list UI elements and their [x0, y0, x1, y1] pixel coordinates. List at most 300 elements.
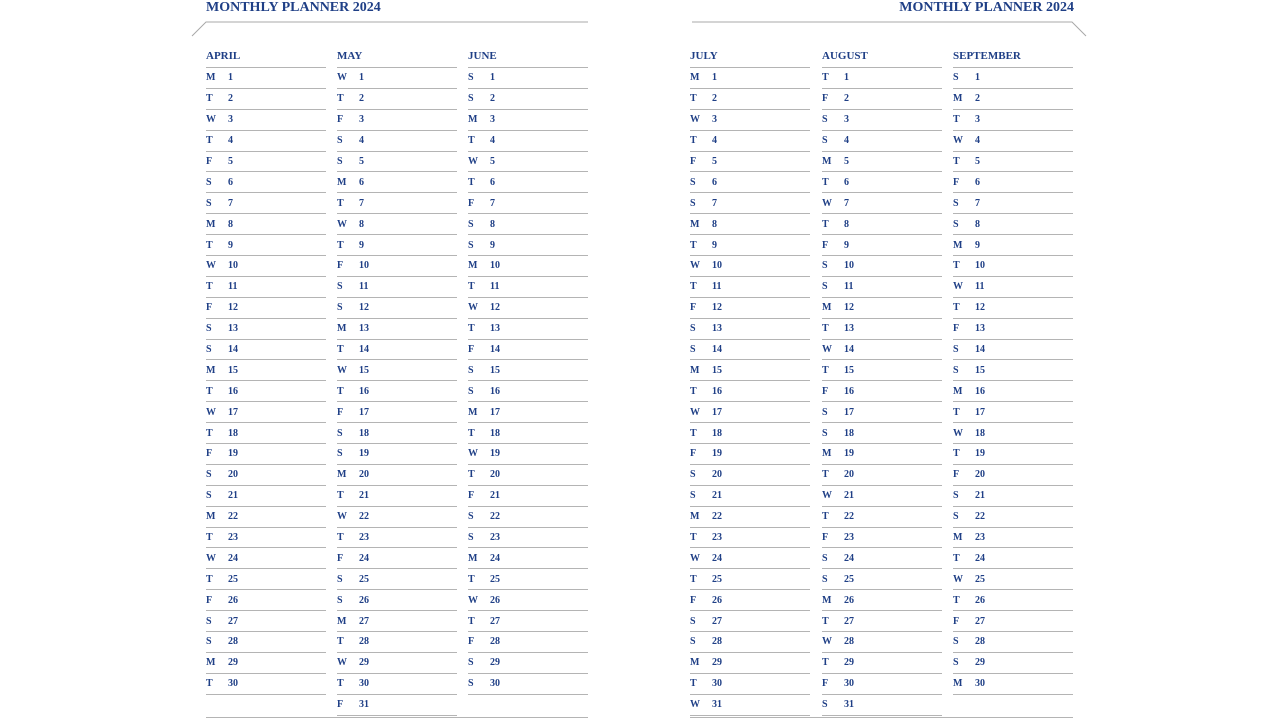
day-row[interactable] — [468, 632, 588, 653]
day-row[interactable] — [206, 235, 326, 256]
day-row[interactable] — [822, 235, 942, 256]
day-row[interactable] — [690, 528, 810, 549]
day-of-week: S — [822, 114, 828, 126]
day-row[interactable] — [468, 381, 588, 402]
day-row[interactable] — [953, 340, 1073, 361]
day-row[interactable] — [206, 548, 326, 569]
day-number: 6 — [844, 176, 849, 188]
day-of-week: T — [337, 490, 344, 502]
day-row[interactable] — [822, 423, 942, 444]
day-row[interactable] — [337, 423, 457, 444]
day-row[interactable] — [690, 569, 810, 590]
month-name: SEPTEMBER — [953, 50, 1021, 62]
day-of-week: F — [337, 552, 344, 564]
day-row[interactable] — [206, 465, 326, 486]
day-row[interactable] — [953, 611, 1073, 632]
day-row[interactable] — [337, 89, 457, 110]
day-of-week: F — [468, 490, 475, 502]
day-row[interactable] — [690, 465, 810, 486]
day-row[interactable] — [468, 465, 588, 486]
day-row[interactable] — [953, 465, 1073, 486]
day-of-week: T — [690, 281, 697, 293]
day-row[interactable] — [953, 277, 1073, 298]
day-number: 27 — [844, 615, 854, 627]
day-of-week: F — [690, 302, 697, 314]
day-row[interactable] — [822, 444, 942, 465]
day-row[interactable] — [822, 131, 942, 152]
day-row[interactable] — [206, 214, 326, 235]
day-row[interactable] — [953, 131, 1073, 152]
day-of-week: S — [337, 281, 343, 293]
day-number: 3 — [975, 114, 980, 126]
day-of-week: T — [468, 281, 475, 293]
day-row[interactable] — [953, 381, 1073, 402]
day-row[interactable] — [953, 110, 1073, 131]
day-row[interactable] — [953, 68, 1073, 89]
day-row[interactable] — [690, 548, 810, 569]
day-row[interactable] — [337, 402, 457, 423]
day-of-week: S — [822, 573, 828, 585]
day-number: 2 — [490, 93, 495, 105]
day-row[interactable] — [690, 68, 810, 89]
day-of-week: W — [690, 552, 700, 564]
day-row[interactable] — [953, 235, 1073, 256]
day-row[interactable] — [822, 611, 942, 632]
day-of-week: S — [690, 636, 696, 648]
day-row[interactable] — [206, 402, 326, 423]
day-row[interactable] — [337, 152, 457, 173]
day-row[interactable] — [468, 569, 588, 590]
day-number: 2 — [844, 93, 849, 105]
day-row[interactable] — [822, 214, 942, 235]
day-of-week: F — [468, 344, 475, 356]
day-row[interactable] — [337, 360, 457, 381]
day-row[interactable] — [822, 277, 942, 298]
day-row[interactable] — [822, 569, 942, 590]
day-of-week: S — [468, 239, 474, 251]
day-row[interactable] — [206, 674, 326, 695]
day-row[interactable] — [337, 695, 457, 716]
day-row[interactable] — [690, 360, 810, 381]
day-of-week: S — [822, 552, 828, 564]
day-row[interactable] — [953, 319, 1073, 340]
day-row[interactable] — [690, 193, 810, 214]
day-row[interactable] — [337, 172, 457, 193]
day-row[interactable] — [822, 632, 942, 653]
day-row[interactable] — [953, 360, 1073, 381]
day-row[interactable] — [822, 402, 942, 423]
day-of-week: S — [468, 657, 474, 669]
day-number: 31 — [712, 699, 722, 711]
day-number: 16 — [712, 385, 722, 397]
day-number: 12 — [228, 302, 238, 314]
day-row[interactable] — [337, 298, 457, 319]
day-of-week: T — [953, 302, 960, 314]
day-row[interactable] — [953, 152, 1073, 173]
day-row[interactable] — [337, 653, 457, 674]
day-of-week: T — [822, 364, 829, 376]
day-of-week: F — [822, 239, 829, 251]
day-row[interactable] — [468, 256, 588, 277]
day-row[interactable] — [206, 110, 326, 131]
day-of-week: T — [337, 636, 344, 648]
day-row[interactable] — [468, 507, 588, 528]
day-of-week: F — [953, 469, 960, 481]
day-row[interactable] — [337, 214, 457, 235]
day-of-week: S — [468, 511, 474, 523]
day-number: 23 — [975, 532, 985, 544]
day-row[interactable] — [337, 632, 457, 653]
day-row[interactable] — [206, 611, 326, 632]
day-of-week: F — [953, 323, 960, 335]
day-row[interactable] — [690, 319, 810, 340]
day-of-week: W — [822, 344, 832, 356]
day-row[interactable] — [468, 172, 588, 193]
day-row[interactable] — [822, 548, 942, 569]
day-row[interactable] — [206, 131, 326, 152]
day-row[interactable] — [468, 298, 588, 319]
day-row[interactable] — [468, 423, 588, 444]
day-row[interactable] — [822, 110, 942, 131]
day-row[interactable] — [822, 465, 942, 486]
day-row[interactable] — [822, 674, 942, 695]
day-row[interactable] — [953, 632, 1073, 653]
day-row[interactable] — [822, 172, 942, 193]
day-number: 8 — [712, 218, 717, 230]
day-row[interactable] — [690, 277, 810, 298]
day-row[interactable] — [206, 507, 326, 528]
day-row[interactable] — [337, 507, 457, 528]
day-row[interactable] — [822, 486, 942, 507]
day-of-week: M — [822, 448, 832, 460]
month-column — [822, 48, 942, 716]
day-of-week: M — [690, 511, 700, 523]
day-row[interactable] — [206, 68, 326, 89]
day-number: 17 — [228, 406, 238, 418]
month-column — [468, 48, 588, 695]
day-number: 10 — [844, 260, 854, 272]
day-row[interactable] — [822, 89, 942, 110]
day-of-week: S — [468, 93, 474, 105]
day-row[interactable] — [953, 674, 1073, 695]
day-row[interactable] — [468, 653, 588, 674]
day-row[interactable] — [468, 110, 588, 131]
day-row[interactable] — [690, 611, 810, 632]
day-row[interactable] — [953, 590, 1073, 611]
day-row[interactable] — [206, 360, 326, 381]
day-of-week: W — [468, 594, 478, 606]
day-row[interactable] — [690, 632, 810, 653]
day-row[interactable] — [337, 381, 457, 402]
day-row[interactable] — [337, 569, 457, 590]
day-row[interactable] — [690, 172, 810, 193]
day-row[interactable] — [468, 486, 588, 507]
day-row[interactable] — [206, 172, 326, 193]
day-row[interactable] — [690, 340, 810, 361]
day-number: 6 — [712, 176, 717, 188]
day-row[interactable] — [206, 423, 326, 444]
day-of-week: M — [468, 552, 478, 564]
day-row[interactable] — [468, 590, 588, 611]
day-number: 10 — [975, 260, 985, 272]
day-row[interactable] — [337, 486, 457, 507]
day-row[interactable] — [690, 214, 810, 235]
day-row[interactable] — [690, 653, 810, 674]
day-number: 7 — [228, 197, 233, 209]
day-row[interactable] — [468, 277, 588, 298]
day-row[interactable] — [953, 486, 1073, 507]
day-row[interactable] — [206, 277, 326, 298]
day-row[interactable] — [337, 277, 457, 298]
day-row[interactable] — [822, 256, 942, 277]
day-row[interactable] — [337, 340, 457, 361]
day-row[interactable] — [337, 674, 457, 695]
day-number: 23 — [359, 532, 369, 544]
day-row[interactable] — [337, 444, 457, 465]
day-of-week: S — [206, 469, 212, 481]
day-row[interactable] — [690, 381, 810, 402]
day-row[interactable] — [206, 528, 326, 549]
day-row[interactable] — [953, 89, 1073, 110]
day-number: 13 — [490, 323, 500, 335]
day-number: 28 — [844, 636, 854, 648]
day-row[interactable] — [337, 319, 457, 340]
day-of-week: T — [206, 573, 213, 585]
day-of-week: S — [822, 699, 828, 711]
day-row[interactable] — [206, 152, 326, 173]
day-of-week: W — [468, 302, 478, 314]
day-row[interactable] — [822, 298, 942, 319]
day-number: 28 — [975, 636, 985, 648]
day-row[interactable] — [822, 653, 942, 674]
day-row[interactable] — [468, 68, 588, 89]
day-row[interactable] — [206, 193, 326, 214]
day-row[interactable] — [953, 444, 1073, 465]
page-title: MONTHLY PLANNER 2024 — [206, 0, 381, 15]
day-number: 1 — [844, 72, 849, 84]
day-of-week: W — [690, 699, 700, 711]
day-of-week: M — [468, 114, 478, 126]
day-of-week: T — [690, 532, 697, 544]
day-of-week: T — [337, 532, 344, 544]
day-row[interactable] — [468, 235, 588, 256]
day-row[interactable] — [822, 340, 942, 361]
day-of-week: M — [690, 72, 700, 84]
day-row[interactable] — [468, 402, 588, 423]
day-row[interactable] — [468, 360, 588, 381]
day-row[interactable] — [690, 507, 810, 528]
day-row[interactable] — [953, 528, 1073, 549]
day-number: 20 — [975, 469, 985, 481]
day-row[interactable] — [206, 89, 326, 110]
day-number: 14 — [712, 344, 722, 356]
day-number: 12 — [975, 302, 985, 314]
day-row[interactable] — [690, 235, 810, 256]
day-of-week: F — [206, 448, 213, 460]
day-number: 3 — [490, 114, 495, 126]
day-row[interactable] — [468, 319, 588, 340]
day-number: 25 — [359, 573, 369, 585]
day-row[interactable] — [822, 360, 942, 381]
day-row[interactable] — [337, 611, 457, 632]
day-row[interactable] — [953, 569, 1073, 590]
day-row[interactable] — [337, 131, 457, 152]
day-row[interactable] — [822, 528, 942, 549]
day-row[interactable] — [822, 152, 942, 173]
day-row[interactable] — [468, 214, 588, 235]
day-row[interactable] — [468, 548, 588, 569]
day-number: 22 — [490, 511, 500, 523]
day-row[interactable] — [206, 319, 326, 340]
day-row[interactable] — [468, 611, 588, 632]
day-number: 20 — [844, 469, 854, 481]
day-of-week: F — [337, 260, 344, 272]
day-number: 29 — [490, 657, 500, 669]
day-row[interactable] — [953, 653, 1073, 674]
day-number: 4 — [844, 135, 849, 147]
day-of-week: T — [953, 114, 960, 126]
day-row[interactable] — [206, 653, 326, 674]
day-row[interactable] — [337, 528, 457, 549]
day-number: 17 — [490, 406, 500, 418]
day-row[interactable] — [953, 172, 1073, 193]
day-row[interactable] — [953, 507, 1073, 528]
day-row[interactable] — [468, 444, 588, 465]
day-number: 11 — [490, 281, 500, 293]
day-of-week: S — [206, 490, 212, 502]
day-row[interactable] — [206, 298, 326, 319]
day-row[interactable] — [690, 695, 810, 716]
day-row[interactable] — [690, 444, 810, 465]
day-row[interactable] — [206, 486, 326, 507]
day-of-week: S — [822, 406, 828, 418]
day-row[interactable] — [690, 402, 810, 423]
day-row[interactable] — [337, 235, 457, 256]
day-row[interactable] — [690, 674, 810, 695]
day-of-week: T — [206, 281, 213, 293]
day-row[interactable] — [206, 381, 326, 402]
day-number: 20 — [359, 469, 369, 481]
day-row[interactable] — [822, 193, 942, 214]
day-row[interactable] — [337, 193, 457, 214]
month-name: AUGUST — [822, 50, 868, 62]
day-row[interactable] — [337, 110, 457, 131]
day-of-week: T — [822, 615, 829, 627]
day-row[interactable] — [953, 256, 1073, 277]
day-number: 20 — [490, 469, 500, 481]
day-number: 17 — [975, 406, 985, 418]
day-row[interactable] — [337, 68, 457, 89]
day-of-week: T — [690, 239, 697, 251]
day-row[interactable] — [953, 193, 1073, 214]
day-row[interactable] — [206, 340, 326, 361]
day-number: 26 — [359, 594, 369, 606]
day-row[interactable] — [468, 193, 588, 214]
day-of-week: S — [206, 323, 212, 335]
day-row[interactable] — [953, 402, 1073, 423]
day-row[interactable] — [468, 340, 588, 361]
day-row[interactable] — [337, 590, 457, 611]
day-row[interactable] — [822, 381, 942, 402]
day-number: 28 — [490, 636, 500, 648]
day-number: 16 — [490, 385, 500, 397]
day-of-week: M — [206, 218, 216, 230]
day-of-week: S — [822, 281, 828, 293]
day-number: 14 — [844, 344, 854, 356]
day-number: 21 — [712, 490, 722, 502]
day-row[interactable] — [690, 89, 810, 110]
day-row[interactable] — [822, 507, 942, 528]
day-row[interactable] — [468, 674, 588, 695]
day-number: 14 — [975, 344, 985, 356]
day-row[interactable] — [690, 131, 810, 152]
day-of-week: W — [953, 281, 963, 293]
day-row[interactable] — [690, 423, 810, 444]
day-of-week: T — [468, 323, 475, 335]
day-row[interactable] — [953, 548, 1073, 569]
day-number: 8 — [490, 218, 495, 230]
day-number: 23 — [228, 532, 238, 544]
day-row[interactable] — [206, 444, 326, 465]
day-of-week: T — [468, 427, 475, 439]
day-row[interactable] — [337, 548, 457, 569]
day-row[interactable] — [206, 256, 326, 277]
day-number: 21 — [359, 490, 369, 502]
day-row[interactable] — [690, 110, 810, 131]
day-number: 8 — [844, 218, 849, 230]
day-number: 19 — [359, 448, 369, 460]
day-number: 24 — [712, 552, 722, 564]
day-row[interactable] — [822, 68, 942, 89]
day-row[interactable] — [953, 298, 1073, 319]
day-row[interactable] — [206, 590, 326, 611]
day-row[interactable] — [468, 528, 588, 549]
day-row[interactable] — [822, 319, 942, 340]
day-row[interactable] — [206, 632, 326, 653]
day-row[interactable] — [690, 590, 810, 611]
day-of-week: M — [337, 469, 347, 481]
day-row[interactable] — [953, 214, 1073, 235]
day-of-week: T — [822, 72, 829, 84]
day-row[interactable] — [822, 590, 942, 611]
day-row[interactable] — [337, 256, 457, 277]
day-of-week: M — [953, 239, 963, 251]
day-of-week: T — [337, 197, 344, 209]
day-row[interactable] — [822, 695, 942, 716]
day-of-week: S — [468, 385, 474, 397]
day-number: 30 — [712, 678, 722, 690]
day-row[interactable] — [468, 131, 588, 152]
day-of-week: S — [822, 427, 828, 439]
day-row[interactable] — [690, 298, 810, 319]
day-row[interactable] — [206, 569, 326, 590]
day-row[interactable] — [690, 486, 810, 507]
day-row[interactable] — [468, 152, 588, 173]
day-row[interactable] — [337, 465, 457, 486]
day-number: 16 — [975, 385, 985, 397]
day-row[interactable] — [690, 256, 810, 277]
day-of-week: F — [953, 615, 960, 627]
day-row[interactable] — [468, 89, 588, 110]
day-number: 17 — [712, 406, 722, 418]
day-number: 11 — [359, 281, 369, 293]
day-number: 1 — [490, 72, 495, 84]
day-number: 21 — [844, 490, 854, 502]
day-of-week: W — [337, 364, 347, 376]
day-row[interactable] — [690, 152, 810, 173]
day-of-week: S — [690, 197, 696, 209]
day-row[interactable] — [953, 423, 1073, 444]
